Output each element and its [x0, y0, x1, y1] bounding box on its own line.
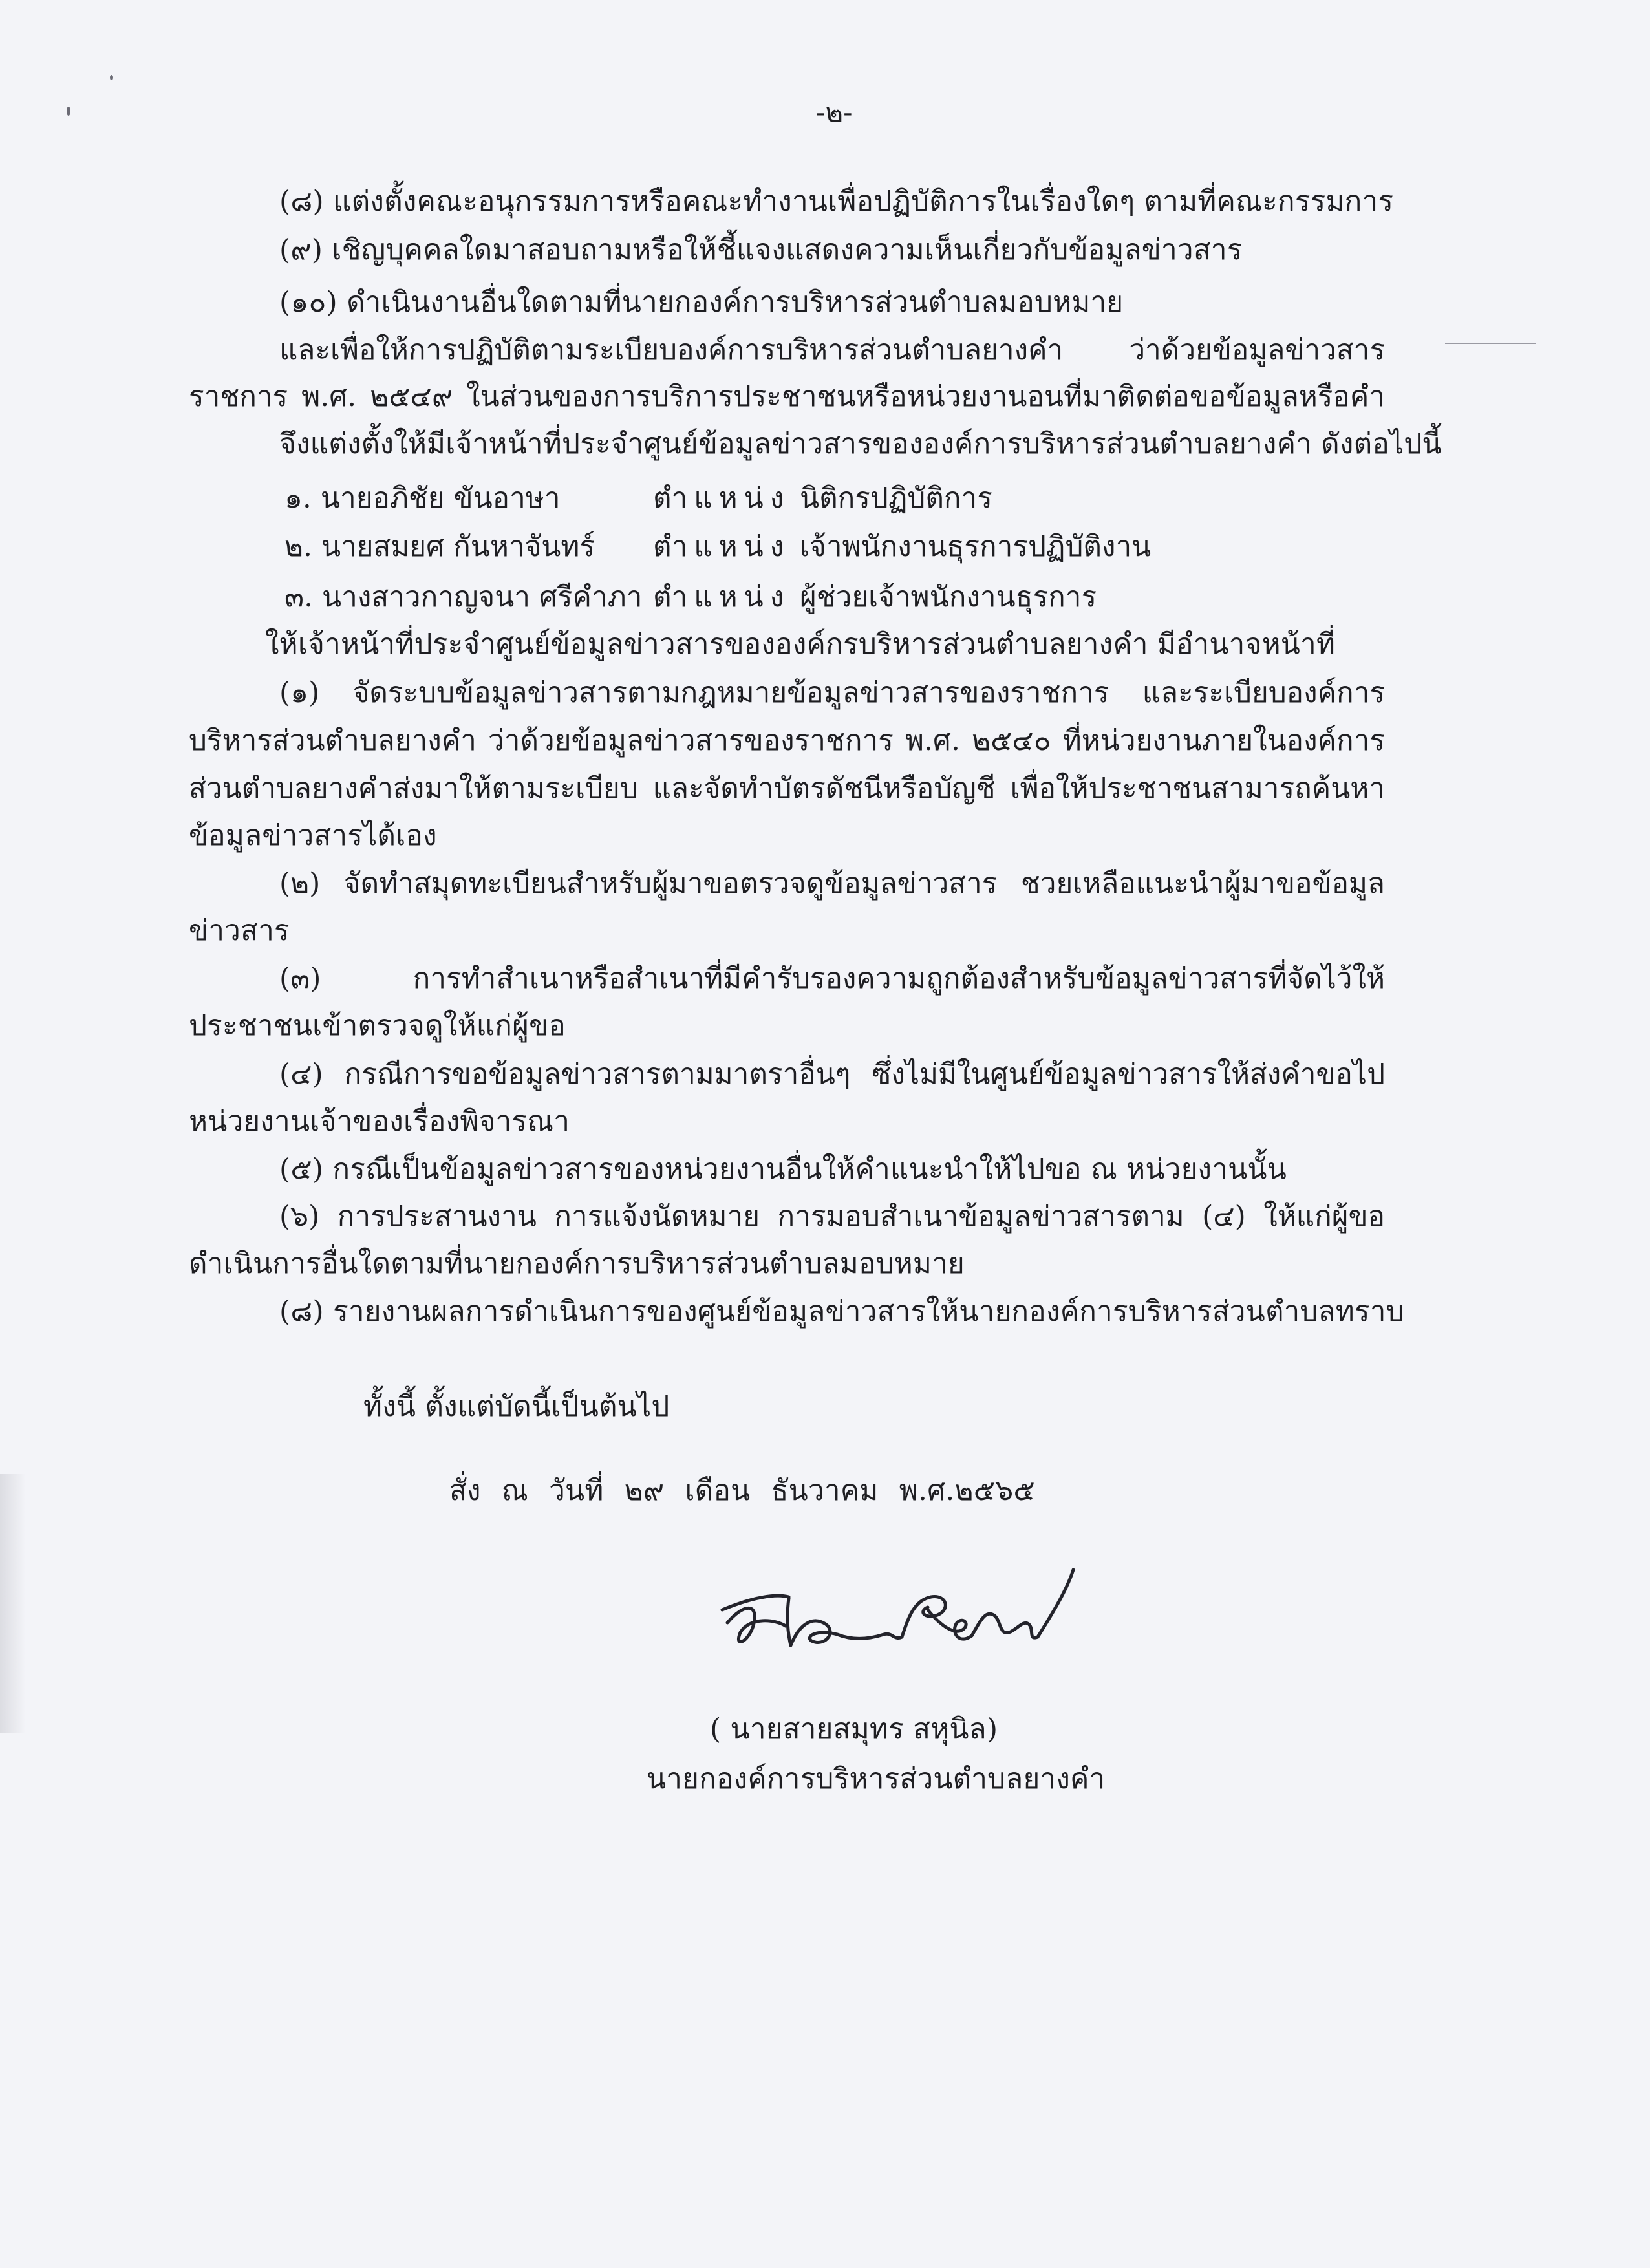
signer-position: นายกองค์การบริหารส่วนตำบลยางคำ — [647, 1762, 1106, 1795]
staff-name: ๑. นายอภิชัย ขันอาษา — [284, 482, 561, 515]
staff-title-label: ตำแหน่ง — [653, 482, 791, 515]
duty-line: (๒) จัดทำสมุดทะเบียนสำหรับผู้มาขอตรวจดูข้อมูลข่าวสาร ชวยเหลือแนะนำผู้มาขอข้อมูล — [279, 867, 1385, 900]
duty-line: (๖) การประสานงาน การแจ้งนัดหมาย การมอบสำเนาข้อมูลข่าวสารตาม (๔) ให้แก่ผู้ขอ — [279, 1200, 1385, 1233]
duty-line: ข่าวสาร — [189, 914, 290, 947]
signature-image — [714, 1565, 1077, 1713]
staff-title-label: ตำแหน่ง — [653, 530, 791, 563]
staff-position: ผู้ช่วยเจ้าพนักงานธุรการ — [800, 581, 1097, 614]
list-item: (๘) แต่งตั้งคณะอนุกรรมการหรือคณะทำงานเพื่อปฏิบัติการในเรื่องใดๆ ตามที่คณะกรรมการ — [279, 185, 1394, 218]
order-date: สั่ง ณ วันที่ ๒๙ เดือน ธันวาคม พ.ศ.๒๕๖๕ — [449, 1474, 1035, 1507]
scan-shadow — [0, 1474, 26, 1733]
signer-name: ( นายสายสมุทร สหุนิล) — [710, 1713, 998, 1746]
effective-statement: ทั้งนี้ ตั้งแต่บัดนี้เป็นต้นไป — [363, 1390, 670, 1423]
staff-name: ๓. นางสาวกาญจนา ศรีคำภา — [284, 581, 643, 614]
staff-name: ๒. นายสมยศ กันหาจันทร์ — [284, 530, 595, 563]
paragraph-line: ราชการ พ.ศ. ๒๕๔๙ ในส่วนของการบริการประชาชนหรือหน่วยงานอนที่มาติดต่อขอข้อมูลหรือคำ — [189, 380, 1385, 413]
paragraph-line: จึงแต่งตั้งให้มีเจ้าหน้าที่ประจำศูนย์ข้อมูลข่าวสารขององค์การบริหารส่วนตำบลยางคำ ดังต่อไปนี้ — [279, 427, 1442, 460]
scan-speck — [110, 75, 113, 80]
duty-line: (๕) กรณีเป็นข้อมูลข่าวสารของหน่วยงานอื่นให้คำแนะนำให้ไปขอ ณ หน่วยงานนั้น — [279, 1153, 1287, 1186]
duty-line: ประชาชนเข้าตรวจดูให้แก่ผู้ขอ — [189, 1009, 566, 1042]
staff-title-label: ตำแหน่ง — [653, 581, 791, 614]
duty-line: (๘) รายงานผลการดำเนินการของศูนย์ข้อมูลข่าวสารให้นายกองค์การบริหารส่วนตำบลทราบ — [279, 1295, 1404, 1328]
staff-position: นิติกรปฏิบัติการ — [800, 482, 992, 515]
staff-position: เจ้าพนักงานธุรการปฏิบัติงาน — [800, 530, 1152, 563]
duty-line: ดำเนินการอื่นใดตามที่นายกองค์การบริหารส่วนตำบลมอบหมาย — [189, 1247, 965, 1280]
duty-line: ส่วนตำบลยางคำส่งมาให้ตามระเบียบ และจัดทำบัตรดัชนีหรือบัญชี เพื่อให้ประชาชนสามารถค้นหา — [189, 772, 1385, 805]
scan-dash — [1445, 343, 1536, 344]
duty-line: (๑) จัดระบบข้อมูลข่าวสารตามกฎหมายข้อมูลข่าวสารของราชการ และระเบียบองค์การ — [279, 676, 1385, 709]
paragraph-line: และเพื่อให้การปฏิบัติตามระเบียบองค์การบริหารส่วนตำบลยางคำ ว่าด้วยข้อมูลข่าวสาร — [279, 334, 1385, 367]
list-item: (๙) เชิญบุคคลใดมาสอบถามหรือให้ชี้แจงแสดงความเห็นเกี่ยวกับข้อมูลข่าวสาร — [279, 233, 1243, 266]
duty-line: บริหารส่วนตำบลยางคำ ว่าด้วยข้อมูลข่าวสารของราชการ พ.ศ. ๒๕๔๐ ที่หน่วยงานภายในองค์การ — [189, 724, 1385, 757]
page-number: -๒- — [816, 96, 853, 128]
list-item: (๑๐) ดำเนินงานอื่นใดตามที่นายกองค์การบริหารส่วนตำบลมอบหมาย — [279, 286, 1124, 319]
scan-speck — [67, 107, 70, 116]
duty-line: (๔) กรณีการขอข้อมูลข่าวสารตามมาตราอื่นๆ ซึ่งไม่มีในศูนย์ข้อมูลข่าวสารให้ส่งคำขอไป — [279, 1058, 1385, 1091]
duty-line: (๓) การทำสำเนาหรือสำเนาที่มีคำรับรองความถูกต้องสำหรับข้อมูลข่าวสารที่จัดไว้ให้ — [279, 962, 1385, 995]
duty-line: หน่วยงานเจ้าของเรื่องพิจารณา — [189, 1105, 570, 1138]
duties-intro: ให้เจ้าหน้าที่ประจำศูนย์ข้อมูลข่าวสารขององค์กรบริหารส่วนตำบลยางคำ มีอำนาจหน้าที่ — [265, 628, 1336, 661]
duty-line: ข้อมูลข่าวสารได้เอง — [189, 819, 437, 852]
